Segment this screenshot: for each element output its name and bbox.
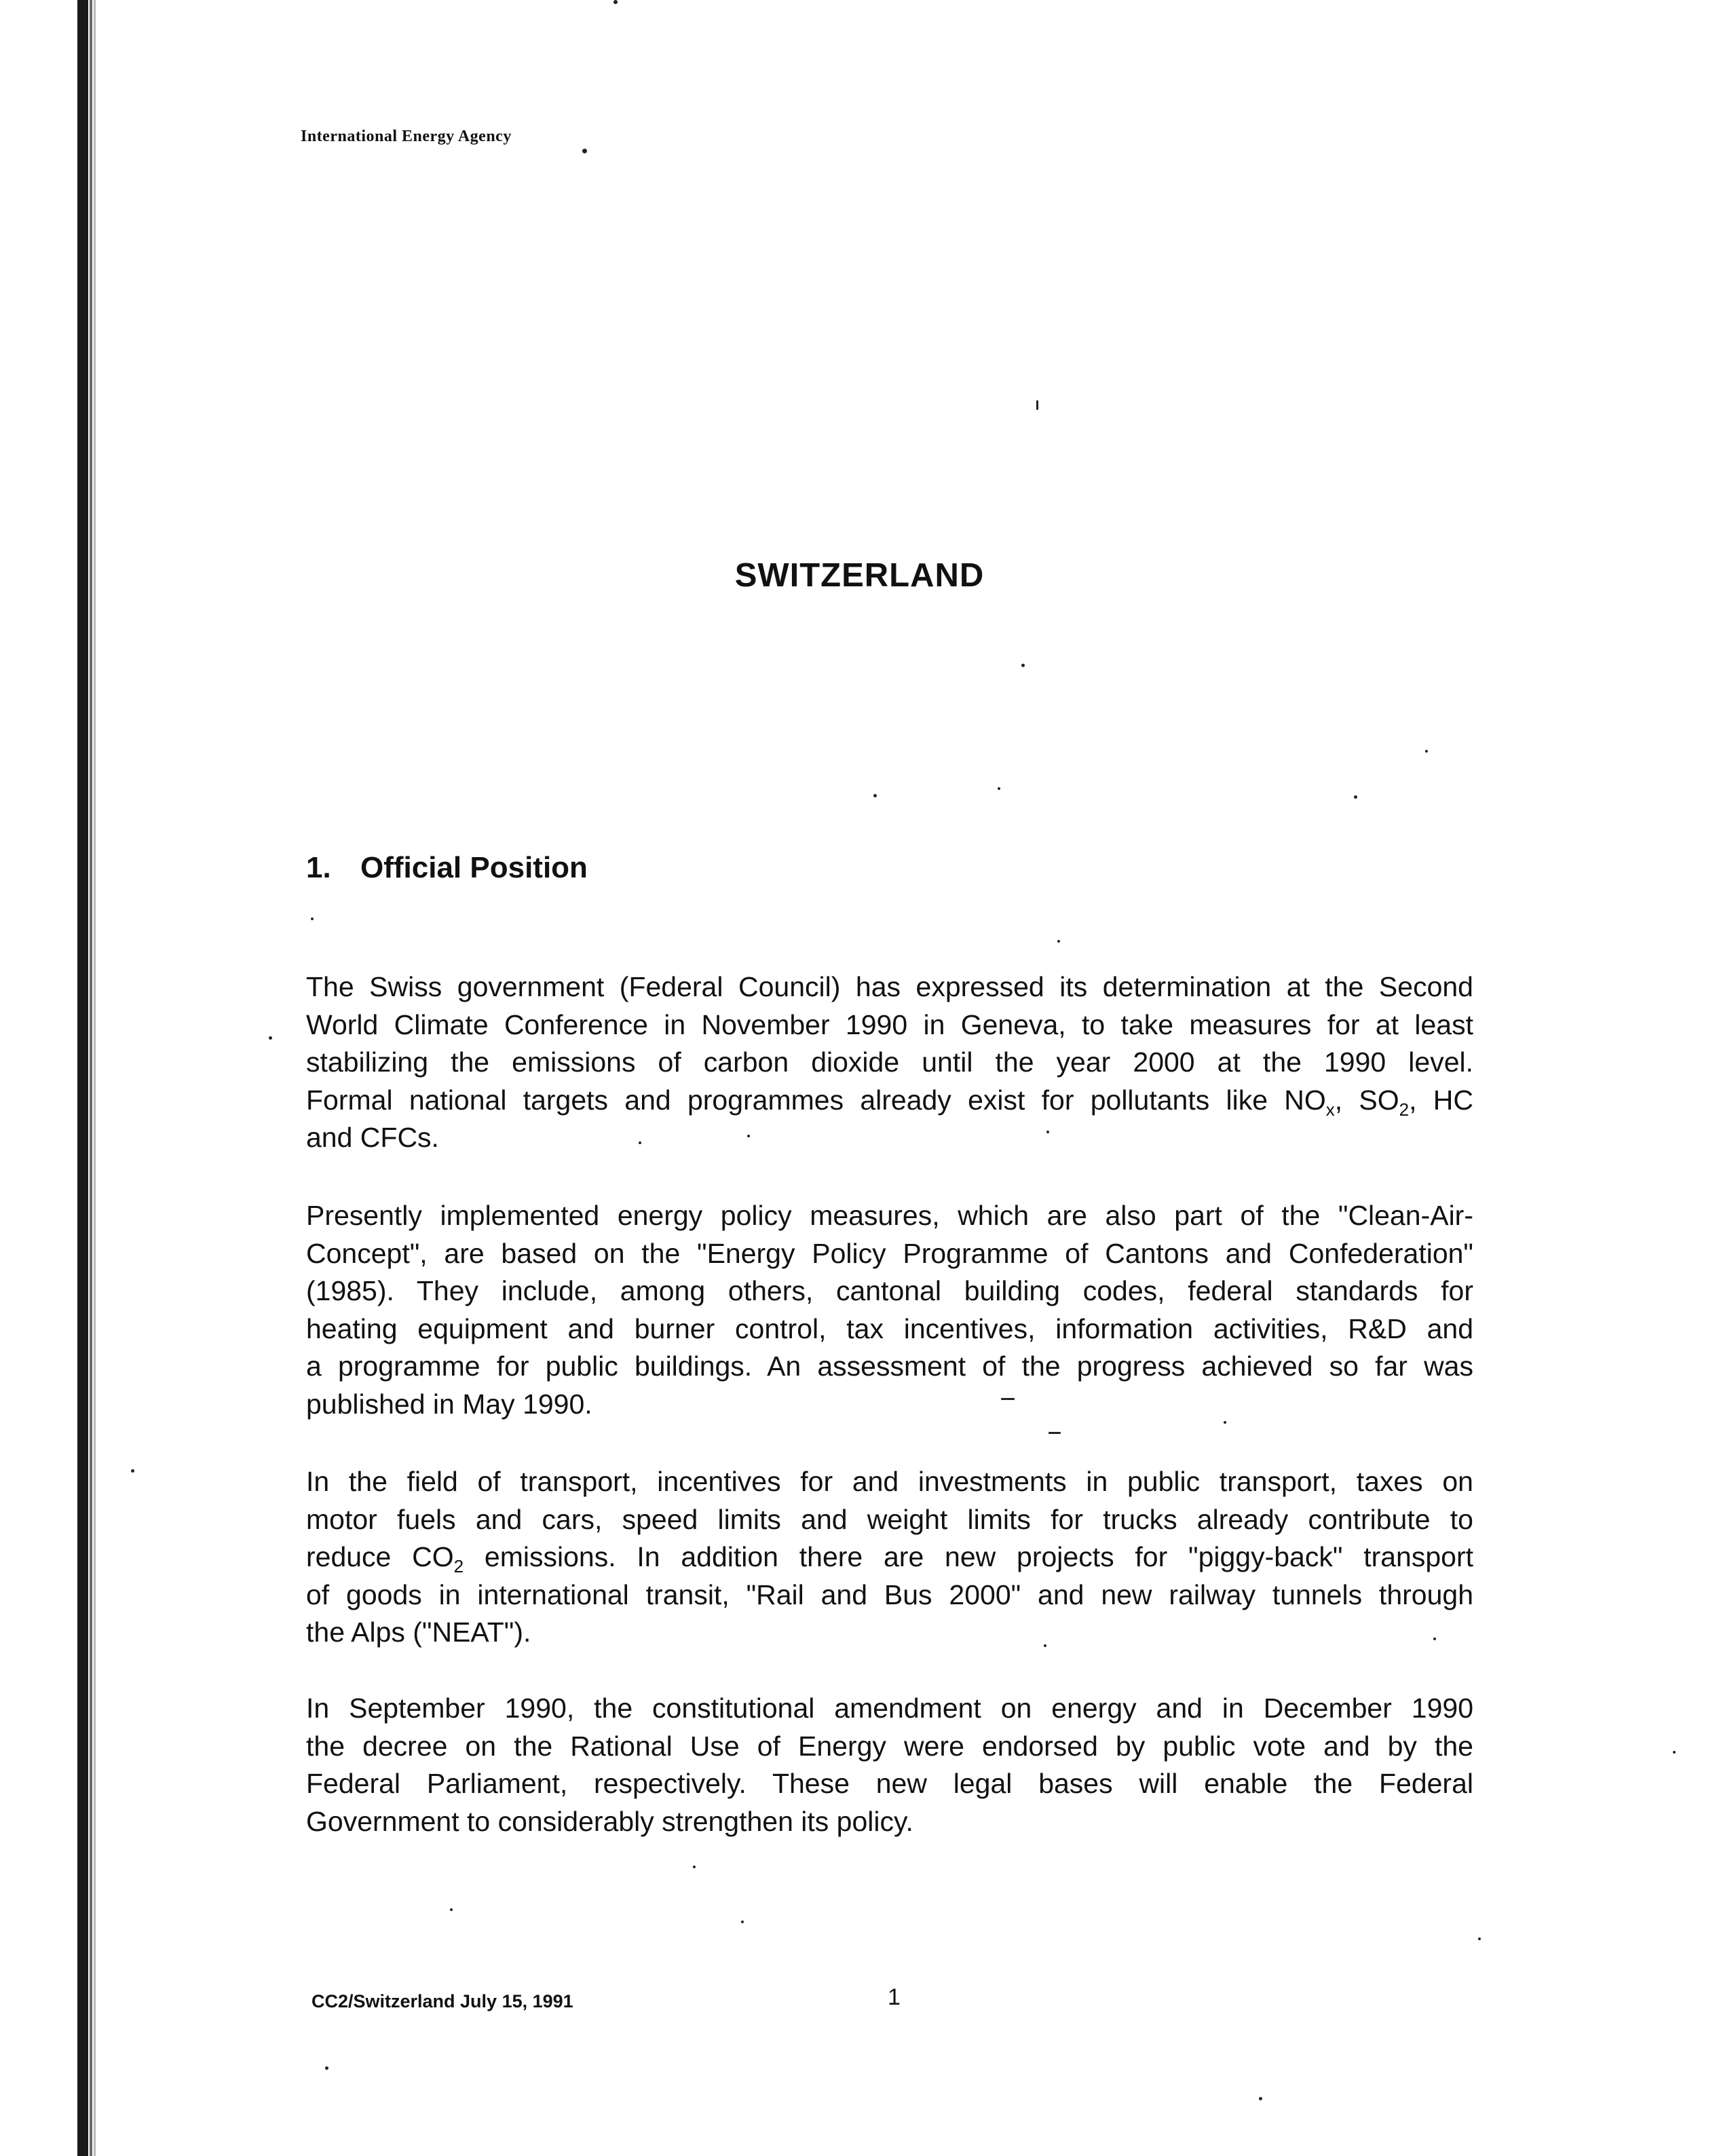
- scan-speck: [1425, 750, 1428, 753]
- scan-speck: [450, 1908, 453, 1911]
- text-line: heating equipment and burner control, tax incentives, information activities, R&D and: [306, 1312, 1473, 1344]
- scan-speck: [582, 149, 587, 153]
- paragraph-energy-policy: [306, 1197, 1473, 1423]
- scan-left-edge: [0, 0, 102, 2156]
- scan-speck: [998, 787, 1000, 790]
- scan-speck: [873, 794, 877, 797]
- text-line: In September 1990, the constitutional amendment on energy and in December 1990: [306, 1692, 1473, 1724]
- paragraph-transport: [306, 1463, 1473, 1652]
- paragraph-official-position: [306, 968, 1473, 1157]
- text-line: Formal national targets and programmes already exist for pollutants like $NO_x$, $SO_2$, HC: [306, 1084, 1474, 1120]
- page-title: SWITZERLAND: [734, 557, 985, 594]
- section-heading: [306, 851, 588, 885]
- scan-speck: [1478, 1937, 1481, 1940]
- text-line: Federal Parliament, respectively. These new legal bases will enable the Federal: [306, 1768, 1473, 1799]
- text-line: of goods in international transit, "Rail and Bus 2000" and new railway tunnels through: [306, 1578, 1473, 1610]
- scan-edge-line: [90, 0, 92, 2156]
- text-line: the decree on the Rational Use of Energy were endorsed by public vote and by the: [306, 1730, 1473, 1762]
- text-line: the Alps ("NEAT").: [306, 1616, 531, 1648]
- text-line: The Swiss government (Federal Council) has expressed its determination at the Second: [306, 971, 1473, 1002]
- section-title: Official Position: [360, 851, 588, 884]
- text-line: World Climate Conference in November 1990 in Geneva, to take measures for at least: [306, 1008, 1473, 1040]
- scan-speck: [1021, 664, 1025, 667]
- scan-speck: [1673, 1751, 1676, 1754]
- scan-speck: [1354, 795, 1357, 799]
- scan-speck: [1036, 400, 1038, 410]
- text-line: reduce $CO_2$ emissions. In addition there are new projects for "piggy-back" transport: [306, 1541, 1473, 1577]
- scan-edge-bar: [77, 0, 88, 2156]
- page-number: 1: [888, 1984, 901, 2010]
- paragraph-legal-bases: [306, 1690, 1473, 1840]
- text-line: stabilizing the emissions of carbon dioxide until the year 2000 at the 1990 level.: [306, 1046, 1473, 1078]
- text-line: Presently implemented energy policy measures, which are also part of the "Clean-Air-: [306, 1200, 1473, 1231]
- text-line: In the field of transport, incentives for and investments in public transport, taxes on: [306, 1466, 1473, 1497]
- text-line: motor fuels and cars, speed limits and weight limits for trucks already contribute to: [306, 1503, 1473, 1535]
- text-line: published in May 1990.: [306, 1388, 592, 1420]
- scan-speck: [693, 1866, 696, 1868]
- running-header: International Energy Agency: [301, 128, 512, 145]
- scan-speck: [741, 1921, 744, 1923]
- text-line: (1985). They include, among others, cantonal building codes, federal standards for: [306, 1275, 1473, 1306]
- scan-speck: [325, 2066, 328, 2070]
- text-line: a programme for public buildings. An assessment of the progress achieved so far was: [306, 1350, 1473, 1382]
- scan-speck: [613, 0, 618, 4]
- scan-speck: [131, 1469, 134, 1473]
- footer-doc-ref: CC2/Switzerland July 15, 1991: [311, 1991, 573, 2011]
- text-line: Concept", are based on the "Energy Policy Programme of Cantons and Confederation": [306, 1237, 1473, 1269]
- scan-speck: [1057, 940, 1060, 943]
- text-line: and CFCs.: [306, 1122, 439, 1153]
- scan-speck: [1259, 2097, 1262, 2100]
- section-number: 1.: [306, 851, 331, 884]
- scan-edge-shadow: [94, 0, 96, 2156]
- scan-speck: [269, 1036, 272, 1040]
- scan-speck: [311, 918, 314, 920]
- text-line: Government to considerably strengthen its policy.: [306, 1805, 913, 1837]
- scan-speck: [1049, 1432, 1061, 1434]
